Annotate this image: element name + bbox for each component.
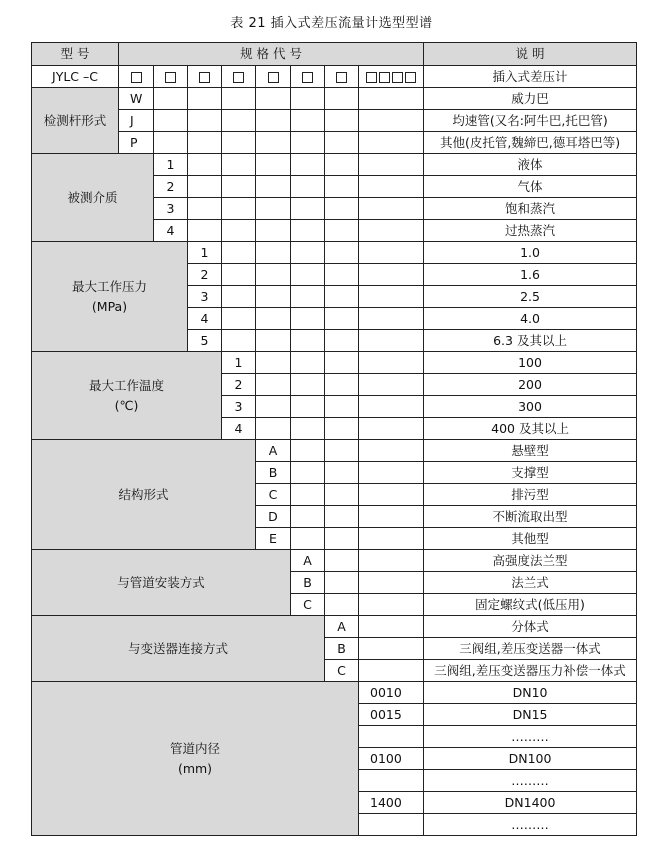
empty-cell <box>359 132 424 154</box>
empty-cell <box>291 396 325 418</box>
empty-cell <box>359 550 424 572</box>
empty-cell <box>256 220 291 242</box>
empty-cell <box>359 638 424 660</box>
option-desc: DN15 <box>424 704 637 726</box>
empty-cell <box>291 242 325 264</box>
option-desc: 支撑型 <box>424 462 637 484</box>
header-desc: 说 明 <box>424 43 637 66</box>
group-label <box>32 616 325 682</box>
empty-cell <box>291 176 325 198</box>
option-code: B <box>256 462 291 484</box>
option-code: 0100 <box>359 748 424 770</box>
empty-cell <box>222 308 256 330</box>
option-code: 1 <box>154 154 188 176</box>
placeholder-box-icon <box>165 72 176 83</box>
option-desc: ……… <box>424 814 637 836</box>
option-code <box>359 726 424 748</box>
empty-cell <box>188 220 222 242</box>
option-desc: 三阀组,差压变送器一体式 <box>424 638 637 660</box>
group-label-unit: (℃) <box>114 397 139 413</box>
option-code: C <box>325 660 359 682</box>
empty-cell <box>256 132 291 154</box>
option-desc: 过热蒸汽 <box>424 220 637 242</box>
option-desc: 液体 <box>424 154 637 176</box>
empty-cell <box>291 528 325 550</box>
empty-cell <box>359 374 424 396</box>
option-code: 4 <box>154 220 188 242</box>
empty-cell <box>222 242 256 264</box>
empty-cell <box>359 462 424 484</box>
code-slot <box>359 66 424 88</box>
option-row <box>32 154 637 176</box>
empty-cell <box>359 110 424 132</box>
empty-cell <box>291 220 325 242</box>
empty-cell <box>154 132 188 154</box>
empty-cell <box>359 154 424 176</box>
empty-cell <box>325 176 359 198</box>
option-desc: 300 <box>424 396 637 418</box>
table-title: 表 21 插入式差压流量计选型型谱 <box>230 16 433 31</box>
option-row <box>32 440 637 462</box>
option-code <box>359 814 424 836</box>
option-code: 3 <box>188 286 222 308</box>
empty-cell <box>359 88 424 110</box>
option-code: J <box>119 110 154 132</box>
group-label-text: 最大工作温度 <box>88 377 164 393</box>
empty-cell <box>359 594 424 616</box>
empty-cell <box>325 220 359 242</box>
option-code: E <box>256 528 291 550</box>
empty-cell <box>256 154 291 176</box>
empty-cell <box>188 154 222 176</box>
option-row <box>32 110 637 132</box>
placeholder-box-icon <box>379 72 390 83</box>
group-label-text: 检测杆形式 <box>43 112 107 128</box>
group-label-unit: (MPa) <box>91 298 128 314</box>
empty-cell <box>291 418 325 440</box>
option-code: 1 <box>222 352 256 374</box>
group-label-text: 被测介质 <box>67 189 118 205</box>
placeholder-box-icon <box>199 72 210 83</box>
option-code: A <box>256 440 291 462</box>
option-desc: 气体 <box>424 176 637 198</box>
empty-cell <box>359 418 424 440</box>
empty-cell <box>325 550 359 572</box>
empty-cell <box>256 110 291 132</box>
header-row <box>32 43 637 66</box>
empty-cell <box>359 484 424 506</box>
option-desc: 1.0 <box>424 242 637 264</box>
empty-cell <box>325 374 359 396</box>
option-code: A <box>291 550 325 572</box>
empty-cell <box>325 418 359 440</box>
group-label-text: 与变送器连接方式 <box>127 640 228 656</box>
empty-cell <box>188 132 222 154</box>
empty-cell <box>325 440 359 462</box>
empty-cell <box>359 198 424 220</box>
group-label <box>32 154 154 242</box>
group-label-text: 管道内径 <box>169 740 220 756</box>
empty-cell <box>222 154 256 176</box>
empty-cell <box>256 198 291 220</box>
empty-cell <box>325 308 359 330</box>
empty-cell <box>291 374 325 396</box>
empty-cell <box>256 286 291 308</box>
option-desc: 其他(皮托管,魏締巴,德耳塔巴等) <box>424 132 637 154</box>
empty-cell <box>222 88 256 110</box>
option-desc: 不断流取出型 <box>424 506 637 528</box>
empty-cell <box>188 110 222 132</box>
empty-cell <box>291 88 325 110</box>
placeholder-box-icon <box>131 72 142 83</box>
option-code: 0015 <box>359 704 424 726</box>
empty-cell <box>256 396 291 418</box>
empty-cell <box>359 308 424 330</box>
placeholder-box-icon <box>233 72 244 83</box>
option-code: 3 <box>154 198 188 220</box>
empty-cell <box>359 264 424 286</box>
option-code: W <box>119 88 154 110</box>
empty-cell <box>291 286 325 308</box>
empty-cell <box>325 528 359 550</box>
empty-cell <box>291 154 325 176</box>
empty-cell <box>325 462 359 484</box>
code-slot <box>325 66 359 88</box>
empty-cell <box>291 462 325 484</box>
option-code: P <box>119 132 154 154</box>
empty-cell <box>359 396 424 418</box>
empty-cell <box>256 264 291 286</box>
empty-cell <box>325 484 359 506</box>
empty-cell <box>291 440 325 462</box>
model-code: JYLC –C <box>32 66 119 88</box>
option-desc: 悬壁型 <box>424 440 637 462</box>
empty-cell <box>291 198 325 220</box>
option-desc: 饱和蒸汽 <box>424 198 637 220</box>
empty-cell <box>291 352 325 374</box>
empty-cell <box>359 528 424 550</box>
group-label <box>32 242 188 352</box>
empty-cell <box>188 176 222 198</box>
empty-cell <box>291 506 325 528</box>
option-desc: 6.3 及其以上 <box>424 330 637 352</box>
empty-cell <box>154 88 188 110</box>
empty-cell <box>256 418 291 440</box>
empty-cell <box>222 264 256 286</box>
code-slot <box>291 66 325 88</box>
empty-cell <box>359 330 424 352</box>
option-row <box>32 682 637 704</box>
placeholder-box-icon <box>336 72 347 83</box>
option-code: D <box>256 506 291 528</box>
option-row <box>32 242 637 264</box>
empty-cell <box>325 264 359 286</box>
empty-cell <box>154 110 188 132</box>
empty-cell <box>256 352 291 374</box>
option-desc: 分体式 <box>424 616 637 638</box>
empty-cell <box>291 132 325 154</box>
option-desc: 法兰式 <box>424 572 637 594</box>
option-desc: ……… <box>424 726 637 748</box>
empty-cell <box>325 198 359 220</box>
code-slot <box>119 66 154 88</box>
empty-cell <box>256 88 291 110</box>
option-code: 0010 <box>359 682 424 704</box>
option-desc: 400 及其以上 <box>424 418 637 440</box>
empty-cell <box>359 616 424 638</box>
empty-cell <box>256 308 291 330</box>
code-slot <box>154 66 188 88</box>
empty-cell <box>291 110 325 132</box>
option-row <box>32 352 637 374</box>
option-code: C <box>256 484 291 506</box>
option-desc: ……… <box>424 770 637 792</box>
option-code: A <box>325 616 359 638</box>
empty-cell <box>325 352 359 374</box>
option-code: B <box>325 638 359 660</box>
option-desc: 200 <box>424 374 637 396</box>
option-code: C <box>291 594 325 616</box>
empty-cell <box>222 330 256 352</box>
empty-cell <box>256 242 291 264</box>
option-code: 1400 <box>359 792 424 814</box>
header-spec: 规 格 代 号 <box>119 43 424 66</box>
option-desc: 4.0 <box>424 308 637 330</box>
empty-cell <box>188 198 222 220</box>
option-desc: 威力巴 <box>424 88 637 110</box>
empty-cell <box>325 396 359 418</box>
group-label-text: 结构形式 <box>118 486 169 502</box>
empty-cell <box>359 572 424 594</box>
option-desc: DN10 <box>424 682 637 704</box>
option-row <box>32 550 637 572</box>
empty-cell <box>359 660 424 682</box>
code-slot <box>222 66 256 88</box>
empty-cell <box>188 88 222 110</box>
empty-cell <box>325 506 359 528</box>
empty-cell <box>325 594 359 616</box>
group-label <box>32 682 359 836</box>
empty-cell <box>325 572 359 594</box>
option-code: 2 <box>188 264 222 286</box>
empty-cell <box>256 330 291 352</box>
empty-cell <box>359 220 424 242</box>
option-code: B <box>291 572 325 594</box>
option-code: 2 <box>222 374 256 396</box>
empty-cell <box>291 308 325 330</box>
empty-cell <box>291 484 325 506</box>
empty-cell <box>222 220 256 242</box>
empty-cell <box>291 330 325 352</box>
empty-cell <box>359 440 424 462</box>
placeholder-box-icon <box>268 72 279 83</box>
empty-cell <box>222 110 256 132</box>
empty-cell <box>325 88 359 110</box>
option-desc: 2.5 <box>424 286 637 308</box>
option-desc: 固定螺纹式(低压用) <box>424 594 637 616</box>
empty-cell <box>325 110 359 132</box>
option-desc: 100 <box>424 352 637 374</box>
empty-cell <box>291 264 325 286</box>
placeholder-box-icon <box>392 72 403 83</box>
empty-cell <box>222 198 256 220</box>
empty-cell <box>325 330 359 352</box>
option-code <box>359 770 424 792</box>
empty-cell <box>325 132 359 154</box>
empty-cell <box>256 176 291 198</box>
empty-cell <box>359 286 424 308</box>
option-desc: 其他型 <box>424 528 637 550</box>
placeholder-box-icon <box>366 72 377 83</box>
group-label <box>32 440 256 550</box>
option-desc: DN100 <box>424 748 637 770</box>
option-desc: 1.6 <box>424 264 637 286</box>
code-slot <box>188 66 222 88</box>
group-label-text: 与管道安装方式 <box>117 574 205 590</box>
option-row <box>32 88 637 110</box>
option-code: 4 <box>188 308 222 330</box>
option-row <box>32 616 637 638</box>
selection-table <box>31 42 637 836</box>
group-label-text: 最大工作压力 <box>71 278 147 294</box>
empty-cell <box>325 242 359 264</box>
empty-cell <box>359 506 424 528</box>
option-desc: DN1400 <box>424 792 637 814</box>
empty-cell <box>222 176 256 198</box>
empty-cell <box>359 352 424 374</box>
empty-cell <box>222 286 256 308</box>
empty-cell <box>359 176 424 198</box>
group-label-unit: (mm) <box>177 760 213 776</box>
option-desc: 排污型 <box>424 484 637 506</box>
group-label <box>32 352 222 440</box>
group-label <box>32 550 291 616</box>
model-desc: 插入式差压计 <box>424 66 637 88</box>
model-row <box>32 66 637 88</box>
option-code: 5 <box>188 330 222 352</box>
code-slot <box>256 66 291 88</box>
empty-cell <box>325 286 359 308</box>
option-desc: 三阀组,差压变送器压力补偿一体式 <box>424 660 637 682</box>
empty-cell <box>256 374 291 396</box>
option-code: 2 <box>154 176 188 198</box>
option-row <box>32 132 637 154</box>
group-label <box>32 88 119 154</box>
empty-cell <box>325 154 359 176</box>
option-desc: 高强度法兰型 <box>424 550 637 572</box>
option-code: 4 <box>222 418 256 440</box>
option-code: 1 <box>188 242 222 264</box>
placeholder-box-icon <box>405 72 416 83</box>
empty-cell <box>359 242 424 264</box>
option-desc: 均速管(又名:阿牛巴,托巴管) <box>424 110 637 132</box>
option-code: 3 <box>222 396 256 418</box>
placeholder-box-icon <box>302 72 313 83</box>
header-model: 型 号 <box>32 43 119 66</box>
empty-cell <box>222 132 256 154</box>
